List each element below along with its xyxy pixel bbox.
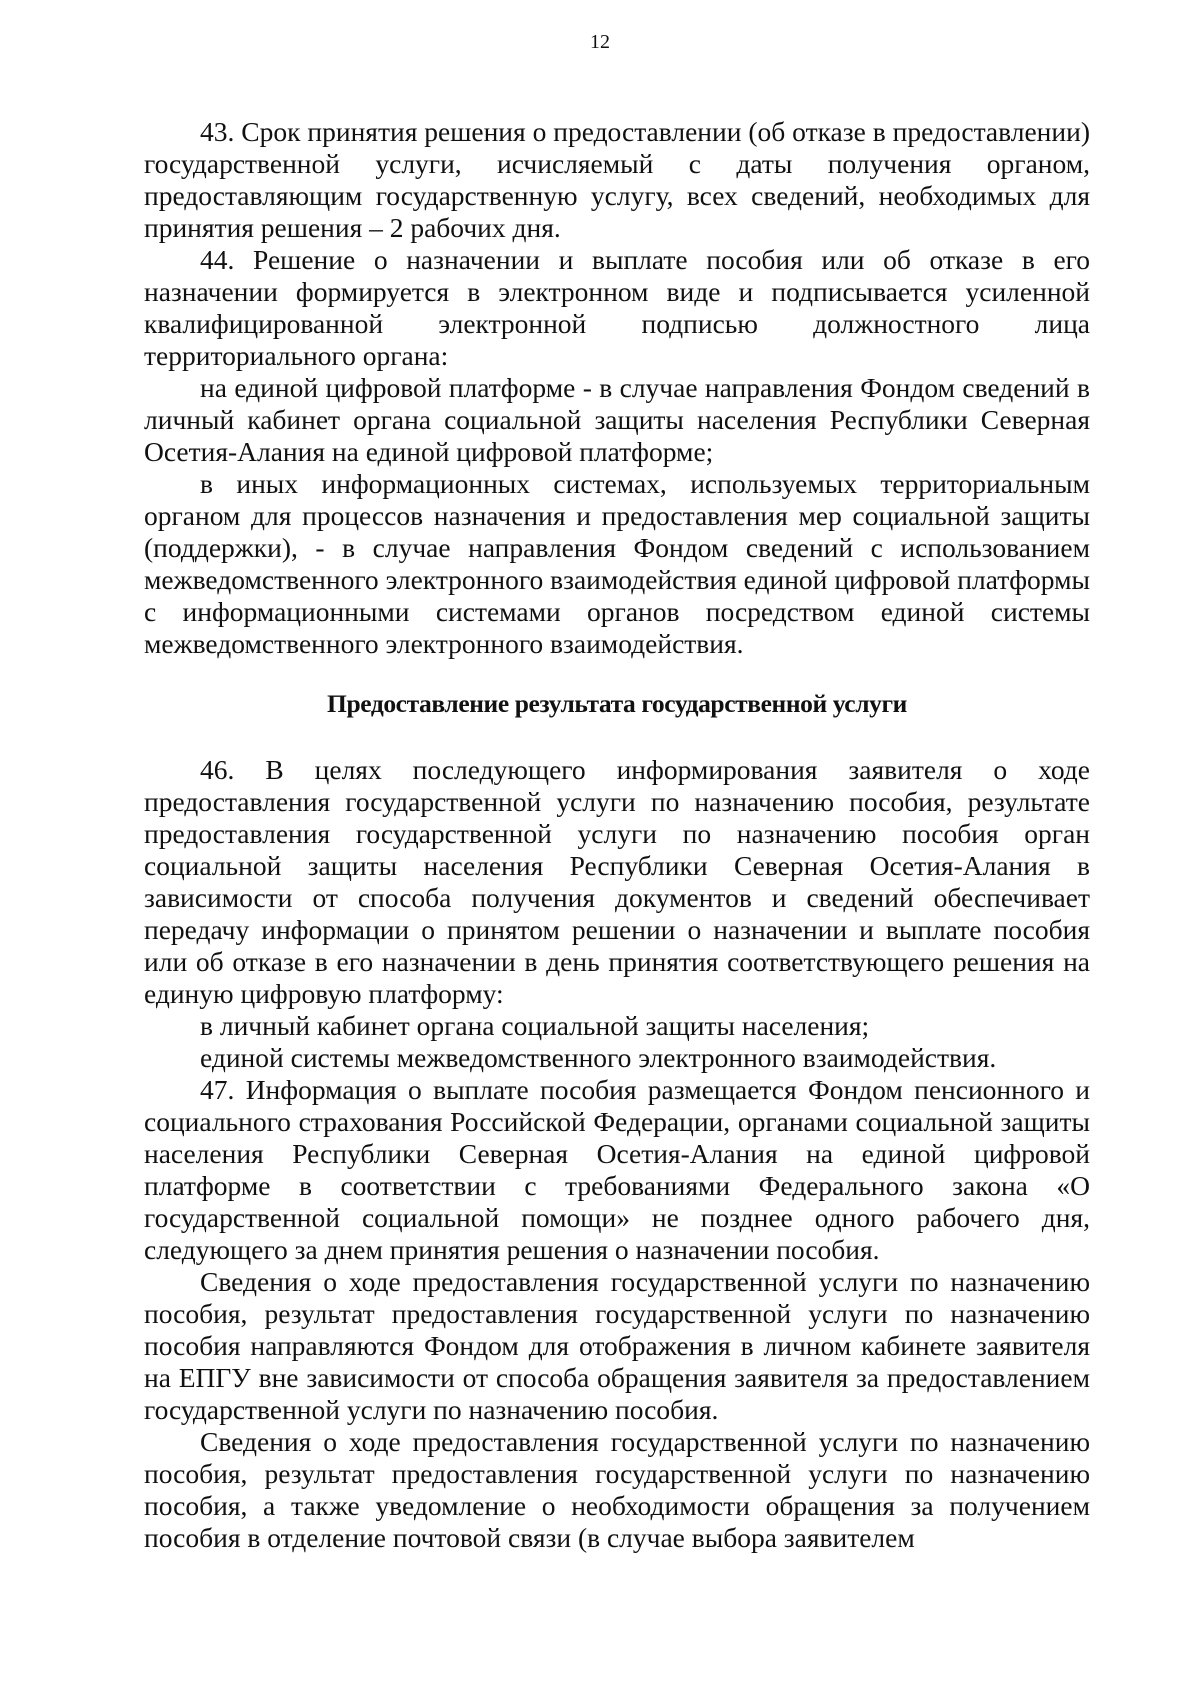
paragraph-47-item-b: Сведения о ходе предоставления государственной услуги по назначению пособия, результат предоставления государственной услуги по назначению пособия, а также уведомление о необходимости обращения за получением пособия в отделение почтовой связи (в случае выбора заявителем	[144, 1426, 1090, 1553]
paragraph-43: 43. Срок принятия решения о предоставлении (об отказе в предоставлении) государственной услуги, исчисляемый с даты получения органом, предоставляющим государственную услугу, всех сведений, необходимых для принятия решения – 2 рабочих дня.	[144, 116, 1090, 243]
paragraph-46: 46. В целях последующего информирования заявителя о ходе предоставления государственной услуги по назначению пособия, результате предоставления государственной услуги по назначению пособия орган социальной защиты населения Республики Северная Осетия-Алания в зависимости от способа получения документов и сведений обеспечивает передачу информации о принятом решении о назначении и выплате пособия или об отказе в его назначении в день принятия соответствующего решения на единую цифровую платформу:	[144, 754, 1090, 1009]
section-heading: Предоставление результата государственной услуги	[327, 689, 907, 718]
paragraph-44: 44. Решение о назначении и выплате пособия или об отказе в его назначении формируется в электронном виде и подписывается усиленной квалифицированной электронной подписью должностного лица территориального органа:	[144, 244, 1090, 371]
paragraph-46-item-a: в личный кабинет органа социальной защиты населения;	[200, 1010, 870, 1041]
page-number: 12	[590, 31, 610, 53]
paragraph-47: 47. Информация о выплате пособия размещается Фондом пенсионного и социального страхования Российской Федерации, органами социальной защиты населения Республики Северная Осетия-Алания на единой цифровой платформе в соответствии с требованиями Федерального закона «О государственной социальной помощи» не позднее одного рабочего дня, следующего за днем принятия решения о назначении пособия.	[144, 1074, 1090, 1265]
paragraph-47-item-a: Сведения о ходе предоставления государственной услуги по назначению пособия, результат предоставления государственной услуги по назначению пособия направляются Фондом для отображения в личном кабинете заявителя на ЕПГУ вне зависимости от способа обращения заявителя за предоставлением государственной услуги по назначению пособия.	[144, 1266, 1090, 1425]
paragraph-44-item-a: на единой цифровой платформе - в случае направления Фондом сведений в личный кабинет органа социальной защиты населения Республики Северная Осетия-Алания на единой цифровой платформе;	[144, 372, 1090, 467]
document-body	[144, 116, 1090, 1554]
paragraph-44-item-b: в иных информационных системах, используемых территориальным органом для процессов назначения и предоставления мер социальной защиты (поддержки), - в случае направления Фондом сведений с использованием межведомственного электронного взаимодействия единой цифровой платформы с информационными системами органов посредством единой системы межведомственного электронного взаимодействия.	[144, 468, 1090, 659]
paragraph-46-item-b: единой системы межведомственного электронного взаимодействия.	[200, 1042, 997, 1073]
